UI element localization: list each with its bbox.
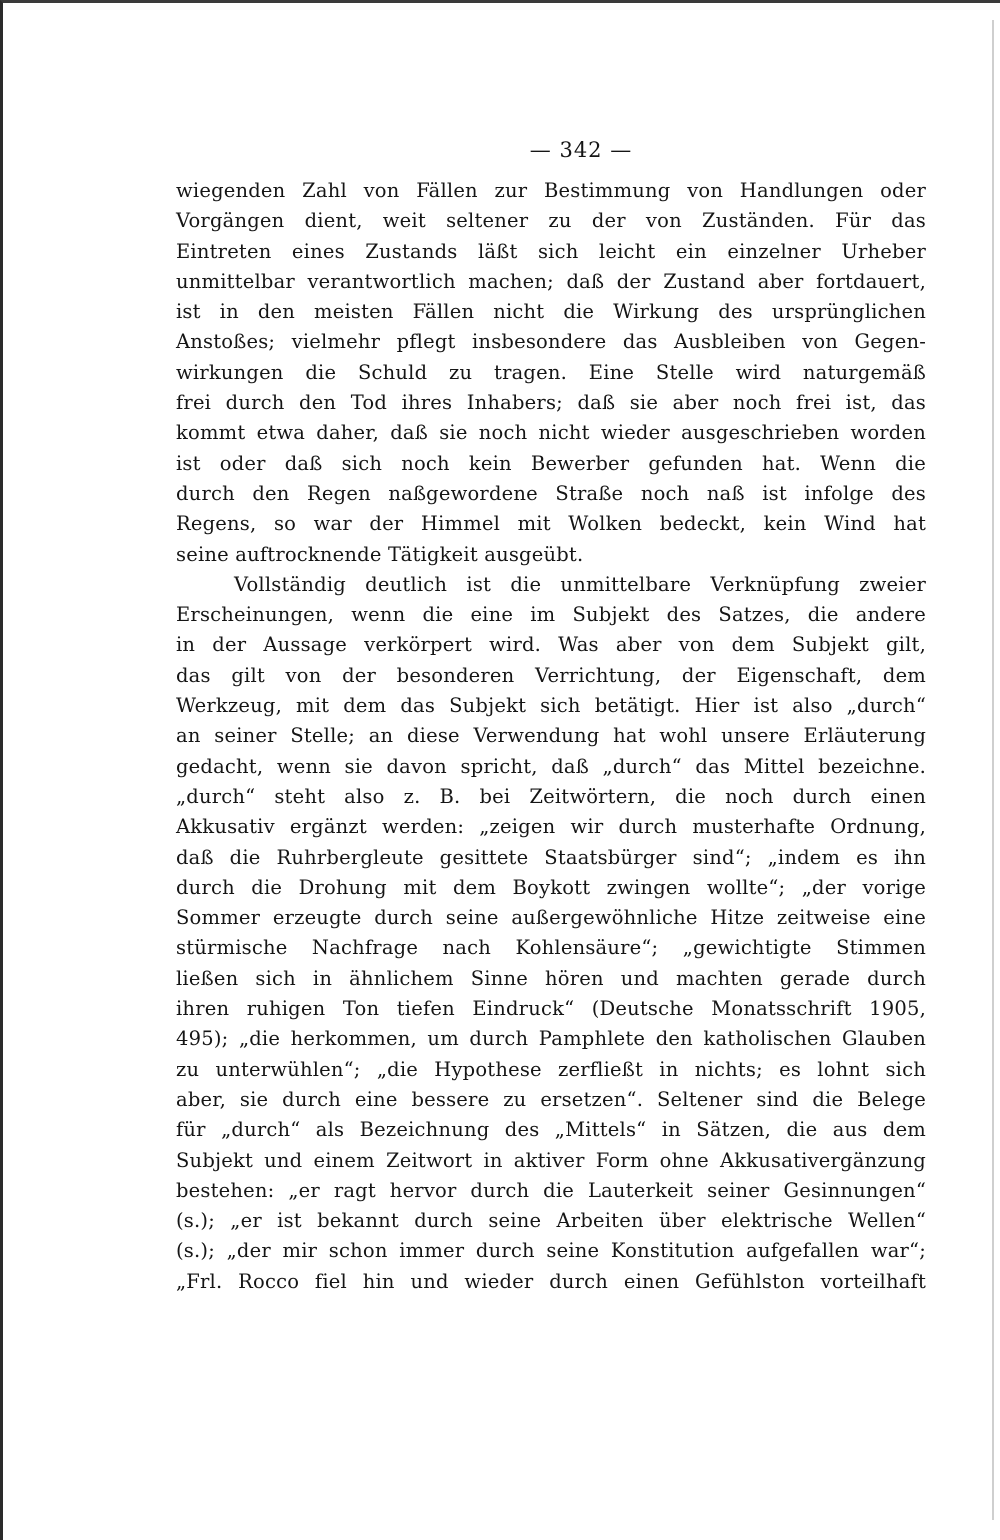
text-line: Regens, so war der Himmel mit Wolken bedeckt, kein Wind hat: [176, 512, 926, 536]
text-line: ließen sich in ähnlichem Sinne hören und machten gerade durch: [176, 966, 926, 990]
paragraph-2: [176, 570, 926, 1297]
text-line: Vorgängen dient, weit seltener zu der von Zuständen. Für das: [176, 209, 926, 233]
text-line: Sommer erzeugte durch seine außergewöhnliche Hitze zeitweise eine: [176, 906, 926, 930]
text-line: ihren ruhigen Ton tiefen Eindruck“ (Deutsche Monatsschrift 1905,: [176, 997, 926, 1021]
text-line: (s.); „der mir schon immer durch seine Konstitution aufgefallen war“;: [176, 1239, 926, 1263]
text-line: gedacht, wenn sie davon spricht, daß „durch“ das Mittel bezeichne.: [176, 754, 926, 778]
text-line: ist oder daß sich noch kein Bewerber gefunden hat. Wenn die: [176, 451, 926, 475]
page-number: — 342 —: [529, 138, 633, 162]
text-line: durch den Regen naßgewordene Straße noch naß ist infolge des: [176, 481, 926, 505]
text-line: bestehen: „er ragt hervor durch die Lauterkeit seiner Gesinnungen“: [176, 1178, 926, 1202]
text-line: ist in den meisten Fällen nicht die Wirkung des ursprünglichen: [176, 300, 926, 324]
text-line: stürmische Nachfrage nach Kohlensäure“; „gewichtigte Stimmen: [176, 936, 926, 960]
text-line: Vollständig deutlich ist die unmittelbare Verknüpfung zweier: [234, 572, 926, 596]
text-line: für „durch“ als Bezeichnung des „Mittels“ in Sätzen, die aus dem: [176, 1118, 926, 1142]
text-line: an seiner Stelle; an diese Verwendung hat wohl unsere Erläuterung: [176, 724, 926, 748]
text-line: „durch“ steht also z. B. bei Zeitwörtern, die noch durch einen: [176, 784, 926, 808]
text-line: das gilt von der besonderen Verrichtung, der Eigenschaft, dem: [176, 663, 926, 687]
text-line: kommt etwa daher, daß sie noch nicht wieder ausgeschrieben worden: [176, 421, 926, 445]
text-line: Eintreten eines Zustands läßt sich leicht ein einzelner Urheber: [176, 239, 926, 263]
text-line: Anstoßes; vielmehr pflegt insbesondere das Ausbleiben von Gegen-: [176, 330, 926, 354]
text-line: durch die Drohung mit dem Boykott zwingen wollte“; „der vorige: [176, 875, 926, 899]
text-line: wiegenden Zahl von Fällen zur Bestimmung von Handlungen oder: [176, 179, 926, 202]
text-line: Akkusativ ergänzt werden: „zeigen wir durch musterhafte Ordnung,: [176, 815, 926, 839]
book-page: [176, 138, 926, 1297]
text-line: „Frl. Rocco fiel hin und wieder durch einen Gefühlston vorteilhaft: [176, 1269, 926, 1293]
scan-right-edge-shadow: [992, 20, 994, 1520]
text-line: aber, sie durch eine bessere zu ersetzen“. Seltener sind die Belege: [176, 1087, 926, 1111]
text-line: unmittelbar verantwortlich machen; daß der Zustand aber fortdauert,: [176, 269, 926, 293]
text-line: frei durch den Tod ihres Inhabers; daß sie aber noch frei ist, das: [176, 391, 926, 415]
text-line: in der Aussage verkörpert wird. Was aber von dem Subjekt gilt,: [176, 633, 926, 657]
text-line: zu unterwühlen“; „die Hypothese zerfließt in nichts; es lohnt sich: [176, 1057, 926, 1081]
text-line: (s.); „er ist bekannt durch seine Arbeiten über elektrische Wellen“: [176, 1209, 926, 1233]
text-line: wirkungen die Schuld zu tragen. Eine Stelle wird naturgemäß: [176, 360, 926, 384]
paragraph-1: [176, 176, 926, 570]
text-line: seine auftrocknende Tätigkeit ausgeübt.: [176, 542, 584, 566]
text-line: daß die Ruhrbergleute gesittete Staatsbürger sind“; „indem es ihn: [176, 845, 926, 869]
text-line: Werkzeug, mit dem das Subjekt sich betätigt. Hier ist also „durch“: [176, 694, 926, 718]
text-line: 495); „die herkommen, um durch Pamphlete den katholischen Glauben: [176, 1027, 926, 1051]
text-line: Erscheinungen, wenn die eine im Subjekt des Satzes, die andere: [176, 603, 926, 627]
text-line: Subjekt und einem Zeitwort in aktiver Form ohne Akkusativergänzung: [176, 1148, 926, 1172]
